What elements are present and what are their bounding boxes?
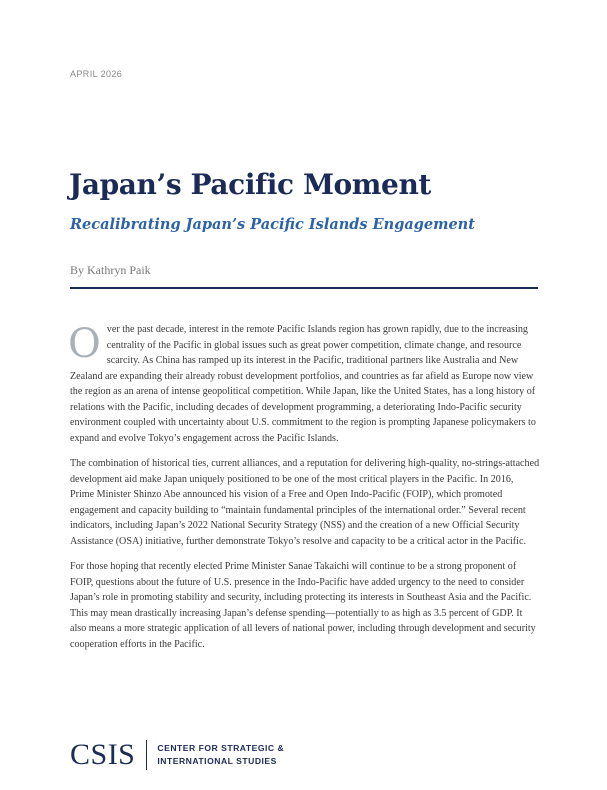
page-subtitle: Recalibrating Japan’s Pacific Islands Engagement: [70, 216, 475, 233]
paragraph-2: The combination of historical ties, current alliances, and a reputation for delivering high-quality, no-strings-attached development aid make Japan uniquely positioned to be one of the most critical players in the Pacific. In 2016, Prime Minister Shinzo Abe announced his vision of a Free and Open Indo-Pacific (FOIP), which promoted engagement and capacity building to “maintain fundamental principles of the international order.” Several recent indicators, including Japan’s 2022 National Security Strategy (NSS) and the creation of a new Official Security Assistance (OSA) initiative, further demonstrate Tokyo’s resolve and capacity to be a critical actor in the Pacific.: [70, 458, 540, 547]
logo-org-line-2: INTERNATIONAL STUDIES: [157, 756, 277, 766]
logo-org-line-1: CENTER FOR STRATEGIC &: [157, 743, 285, 753]
author-byline: By Kathryn Paik: [70, 263, 151, 277]
paragraph-3: For those hoping that recently elected Prime Minister Sanae Takaichi will continue to be a strong proponent of FOIP, questions about the future of U.S. presence in the Indo-Pacific have added urgency to the need to consider Japan’s role in promoting stability and security, including protecting its interests in Southeast Asia and the Pacific. This may mean drastically increasing Japan’s defense spending—potentially to as high as 3.5 percent of GDP. It also means a more strategic application of all levers of national power, including through development and security cooperation efforts in the Pacific.: [70, 561, 536, 650]
paragraph-1: [70, 322, 540, 446]
csis-logo: [70, 737, 284, 773]
logo-wordmark: CSIS: [70, 738, 136, 771]
logo-divider: [146, 740, 147, 770]
report-date: APRIL 2026: [70, 69, 123, 79]
header-divider: [70, 287, 538, 289]
page-title: Japan’s Pacific Moment: [69, 168, 431, 201]
article-body: [70, 322, 540, 662]
drop-cap: O: [68, 321, 101, 367]
paragraph-1-text: ver the past decade, interest in the remote Pacific Islands region has grown rapidly, due to the increasing centrality of the Pacific in global issues such as great power competition, climate change, and resource scarcity. As China has ramped up its interest in the Pacific, traditional partners like Australia and New Zealand are expanding their already robust development portfolios, and countries as far afield as Europe now view the region as an arena of intense geopolitical competition. While Japan, like the United States, has a long history of relations with the Pacific, including decades of development programming, a deteriorating Indo-Pacific security environment coupled with uncertainty about U.S. commitment to the region is prompting Japanese policymakers to expand and evolve Tokyo’s engagement across the Pacific Islands.: [70, 324, 536, 444]
logo-org-name: [157, 742, 284, 768]
